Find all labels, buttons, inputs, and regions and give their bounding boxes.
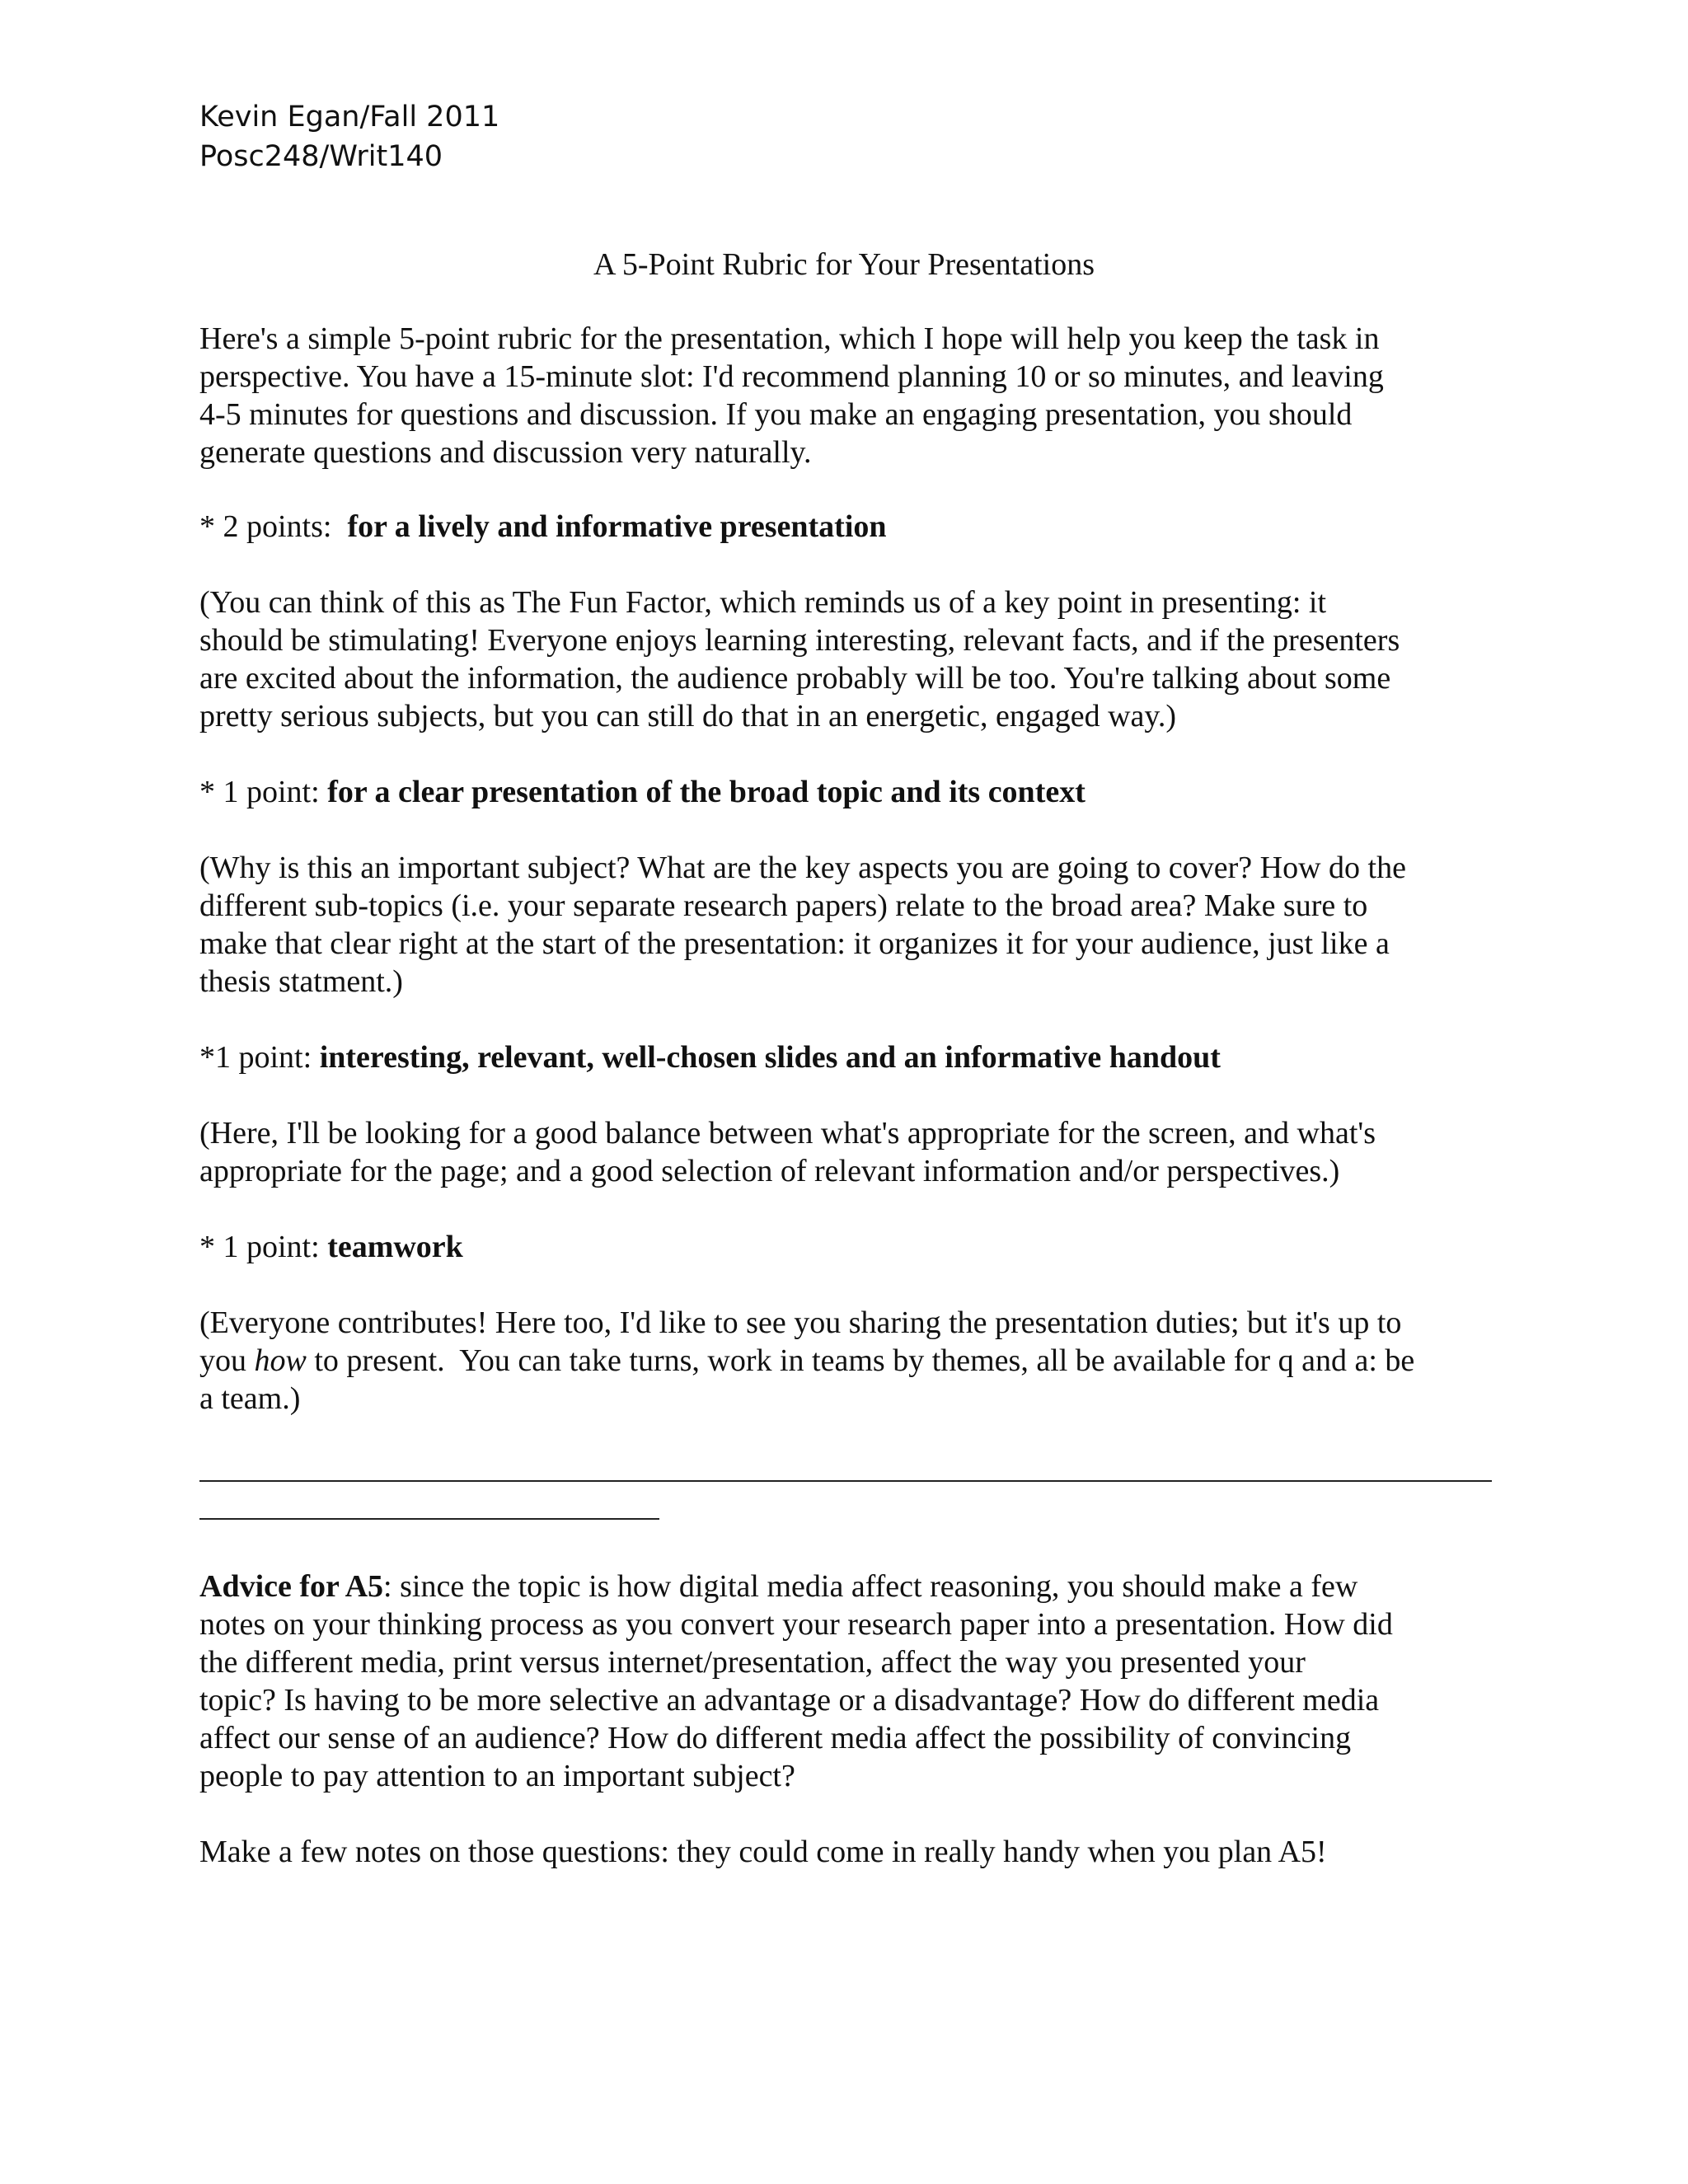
document-title: A 5-Point Rubric for Your Presentations — [593, 247, 1095, 282]
criterion-explanation-fun-factor — [199, 583, 1493, 735]
criterion-explanation-broad-topic — [199, 849, 1493, 1001]
paragraph-line: 4-5 minutes for questions and discussion. If you make an engaging presentation, you should — [199, 397, 1353, 432]
course-codes-line: Posc248/Writ140 — [199, 140, 443, 173]
paragraph-line: affect our sense of an audience? How do different media affect the possibility of convincing — [199, 1721, 1352, 1755]
points-label: * 1 point: — [199, 1230, 328, 1264]
paragraph-line: different sub-topics (i.e. your separate research papers) relate to the broad area? Make sure to — [199, 888, 1368, 923]
paragraph-line: are excited about the information, the audience probably will be too. You're talking about some — [199, 661, 1391, 696]
paragraph-line: people to pay attention to an important subject? — [199, 1759, 795, 1793]
paragraph-line: the different media, print versus internet/presentation, affect the way you presented your — [199, 1645, 1306, 1680]
paragraph-line: (Everyone contributes! Here too, I'd like to see you sharing the presentation duties; but it's up to — [199, 1305, 1402, 1340]
divider-rule-long — [199, 1480, 1492, 1482]
criterion-title: for a lively and informative presentation — [347, 509, 887, 544]
closing-paragraph — [199, 1833, 1493, 1871]
paragraph-line: a team.) — [199, 1381, 301, 1416]
paragraph-line: Here's a simple 5-point rubric for the presentation, which I hope will help you keep the task in — [199, 321, 1380, 356]
paragraph-line: generate questions and discussion very naturally. — [199, 435, 812, 470]
paragraph-line: make that clear right at the start of the presentation: it organizes it for your audience, just like a — [199, 926, 1390, 961]
paragraph-line: appropriate for the page; and a good selection of relevant information and/or perspectives.) — [199, 1154, 1340, 1188]
paragraph-line — [199, 1342, 1493, 1380]
paragraph-line: pretty serious subjects, but you can still do that in an energetic, engaged way.) — [199, 699, 1177, 733]
advice-paragraph — [199, 1568, 1493, 1795]
paragraph-line: (You can think of this as The Fun Factor, which reminds us of a key point in presenting: it — [199, 585, 1327, 620]
paragraph-line: perspective. You have a 15-minute slot: I'd recommend planning 10 or so minutes, and leaving — [199, 359, 1384, 394]
criterion-explanation-teamwork — [199, 1304, 1493, 1418]
emphasized-word: how — [254, 1343, 307, 1378]
paragraph-line: Make a few notes on those questions: they could come in really handy when you plan A5! — [199, 1835, 1327, 1869]
points-label: *1 point: — [199, 1040, 320, 1075]
paragraph-line — [199, 1568, 1493, 1605]
paragraph-line: thesis statment.) — [199, 964, 403, 999]
author-term-line: Kevin Egan/Fall 2011 — [199, 101, 500, 134]
paragraph-line: (Here, I'll be looking for a good balance between what's appropriate for the screen, and what's — [199, 1116, 1376, 1151]
intro-paragraph — [199, 320, 1493, 471]
criterion-title: for a clear presentation of the broad topic and its context — [327, 775, 1085, 809]
paragraph-line: (Why is this an important subject? What are the key aspects you are going to cover? How do the — [199, 851, 1406, 885]
advice-label: Advice for A5 — [199, 1569, 384, 1604]
criterion-heading-slides — [199, 1038, 1493, 1076]
criterion-heading-broad-topic — [199, 773, 1493, 811]
criterion-title: interesting, relevant, well-chosen slides and an informative handout — [319, 1040, 1221, 1075]
criterion-heading-fun-factor — [199, 508, 1493, 546]
points-label: * 2 points: — [199, 509, 348, 544]
divider-rule-short — [199, 1518, 659, 1520]
paragraph-line: topic? Is having to be more selective an advantage or a disadvantage? How do different media — [199, 1683, 1380, 1718]
criterion-heading-teamwork — [199, 1228, 1493, 1266]
document-header — [199, 97, 499, 176]
text-segment: : since the topic is how digital media affect reasoning, you should make a few — [383, 1569, 1358, 1604]
criterion-explanation-slides — [199, 1114, 1493, 1190]
paragraph-line: notes on your thinking process as you convert your research paper into a presentation. How did — [199, 1607, 1393, 1642]
paragraph-line: should be stimulating! Everyone enjoys learning interesting, relevant facts, and if the presenters — [199, 623, 1400, 658]
points-label: * 1 point: — [199, 775, 328, 809]
text-segment: you — [199, 1343, 255, 1378]
criterion-title: teamwork — [327, 1230, 463, 1264]
text-segment: to present. You can take turns, work in teams by themes, all be available for q and a: be — [306, 1343, 1415, 1378]
